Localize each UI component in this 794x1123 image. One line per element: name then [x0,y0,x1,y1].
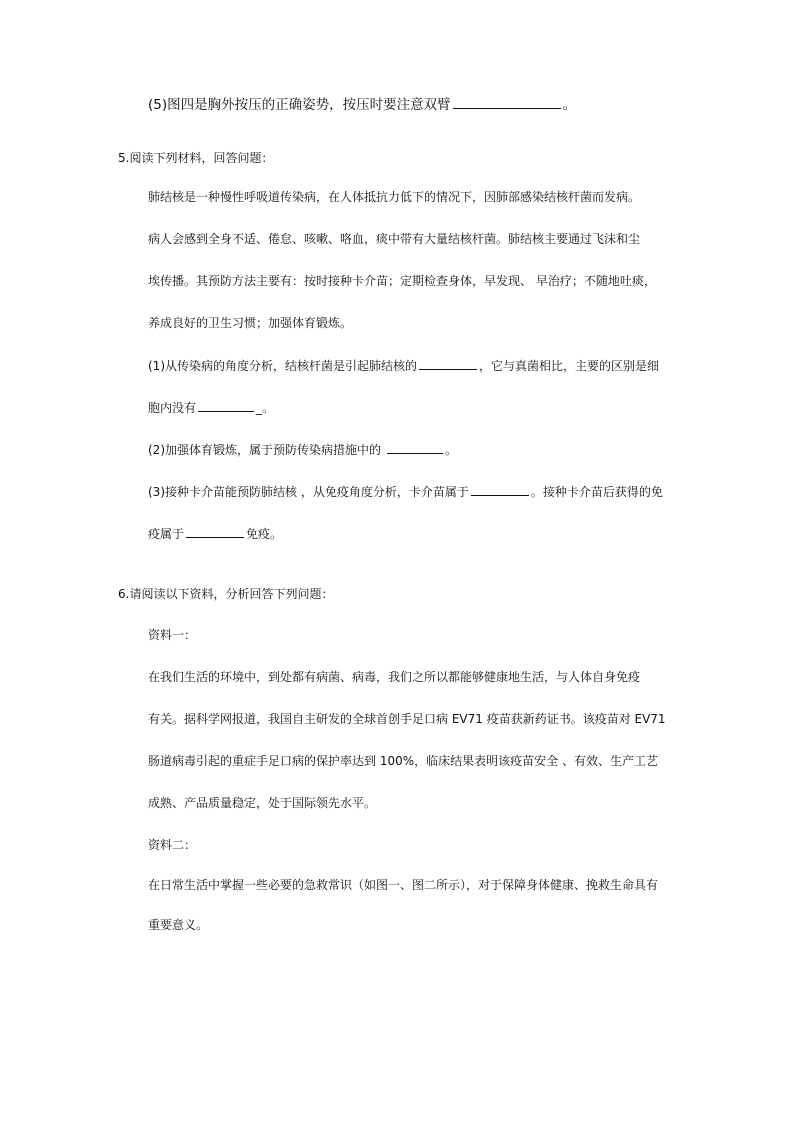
q6-heading: 6.请阅读以下资料，分析回答下列问题： [118,587,334,601]
q5-sub1-text-c: 胞内没有 [148,401,197,415]
q5-sub3-text-c: 疫属于 [148,527,185,541]
q5-sub1-text-d: _。 [256,401,275,415]
q5-material-line-1: 肺结核是一种慢性呼吸道传染病，在人体抵抗力低下的情况下，因肺部感染结核杆菌而发病。 [148,190,641,204]
answer-blank[interactable] [198,399,254,412]
answer-blank[interactable] [453,96,561,109]
answer-blank[interactable] [387,441,443,454]
answer-blank[interactable] [471,483,529,496]
q6-material1-line-3: 肠道病毒引起的重症手足口病的保护率达到 100%，临床结果表明该疫苗安全 、有效、生产工艺 [148,754,658,768]
q5-sub3-text-d: 免疫。 [246,527,283,541]
answer-blank[interactable] [419,357,477,370]
q5-sub5-prefix: (5)图四是胸外按压的正确姿势，按压时要注意双臂 [148,97,451,113]
q6-material1-line-2: 有关。据科学网报道，我国自主研发的全球首创手足口病 EV71 疫苗获新药证书。该疫苗对 EV71 [148,712,666,726]
q5-material-line-2: 病人会感到全身不适、倦怠、咳嗽、咯血，痰中带有大量结核杆菌。肺结核主要通过飞沫和尘 [148,232,641,246]
q5-material-line-3: 埃传播。其预防方法主要有：按时接种卡介苗；定期检查身体，早发现、 早治疗；不随地吐痰， [148,274,656,288]
q5-sub2-text-a: (2)加强体育锻炼，属于预防传染病措施中的 [148,443,381,457]
q5-sub1-text-b: ，它与真菌相比，主要的区别是细 [479,359,660,373]
q5-sub2-line [148,441,457,458]
q6-material1-line-4: 成熟、产品质量稳定，处于国际领先水平。 [148,796,377,810]
q5-sub1-line [148,357,659,374]
q5-sub3-text-a: (3)接种卡介苗能预防肺结核 ，从免疫角度分析，卡介苗属于 [148,485,469,499]
q5-material-line-4: 养成良好的卫生习惯；加强体育锻炼。 [148,316,353,330]
q5-sub1-text-a: (1)从传染病的角度分析，结核杆菌是引起肺结核的 [148,359,417,373]
q5-heading: 5.阅读下列材料，回答问题： [118,151,274,165]
q6-material2-line-2: 重要意义。 [148,918,209,932]
q5-sub3-line-2 [148,525,282,542]
q5-sub5-line [148,96,576,113]
answer-blank[interactable] [186,525,244,538]
q6-material2-line-1: 在日常生活中掌握一些必要的急救常识（如图一、图二所示），对于保障身体健康、挽救生命具有 [148,878,659,892]
q5-sub1-line-2 [148,399,274,416]
q5-sub3-text-b: 。接种卡介苗后获得的免 [530,485,663,499]
q5-sub3-line [148,483,663,500]
q5-sub2-text-b: 。 [445,443,458,457]
q5-sub5-suffix: 。 [562,97,577,113]
q6-material1-line-1: 在我们生活的环境中，到处都有病菌、病毒，我们之所以都能够健康地生活，与人体自身免疫 [148,670,641,684]
q6-material1-title: 资料一： [148,628,197,642]
q6-material2-title: 资料二： [148,838,197,852]
